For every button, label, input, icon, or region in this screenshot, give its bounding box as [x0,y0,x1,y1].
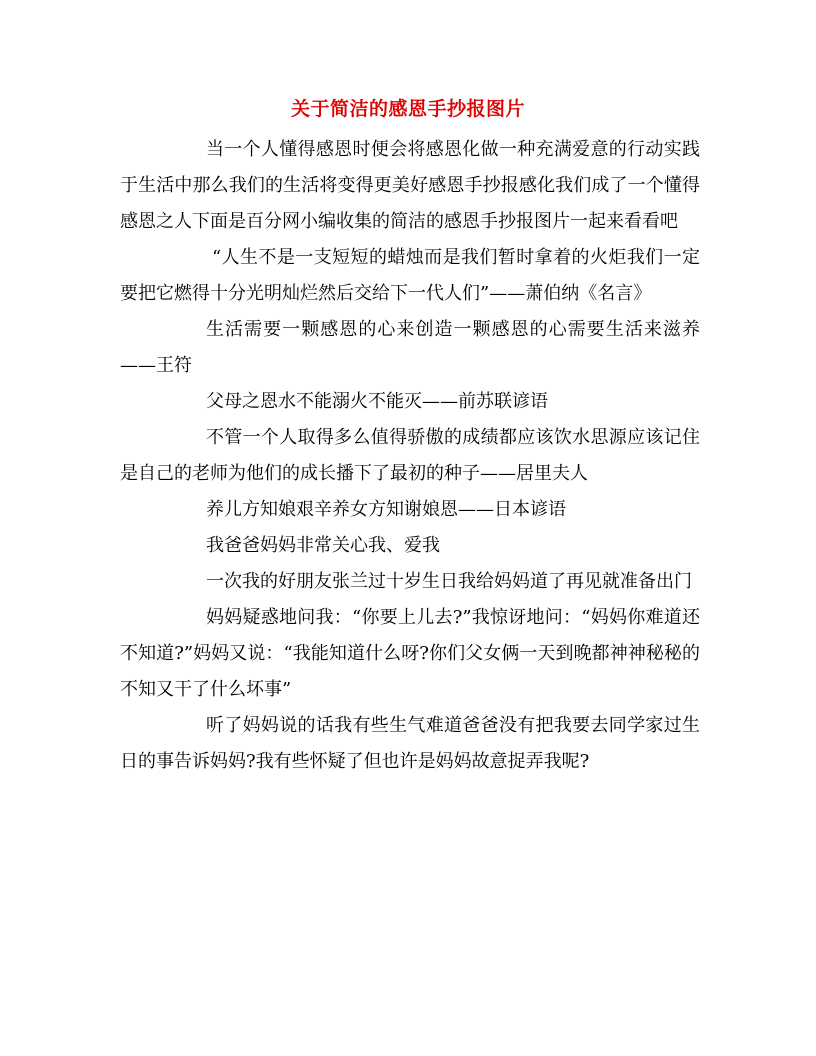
paragraph-quote-curie: 不管一个人取得多么值得骄傲的成绩都应该饮水思源应该记住是自己的老师为他们的成长播下了最初的种子——居里夫人 [120,427,700,484]
document-body [120,132,700,780]
paragraph-quote-xiao-bona: “人生不是一支短短的蜡烛而是我们暂时拿着的火炬我们一定要把它燃得十分光明灿烂然后交给下一代人们”——萧伯纳《名言》 [120,247,700,304]
paragraph-story-3: 妈妈疑惑地问我：“你要上儿去?”我惊讶地问：“妈妈你难道还不知道?”妈妈又说：“我能知道什么呀?你们父女俩一天到晚都神神秘秘的不知又干了什么坏事” [120,607,700,700]
paragraph-quote-soviet-proverb: 父母之恩水不能溺火不能灭——前苏联谚语 [206,391,548,412]
paragraph-quote-japanese-proverb: 养儿方知娘艰辛养女方知谢娘恩——日本谚语 [206,499,566,520]
paragraph-story-2: 一次我的好朋友张兰过十岁生日我给妈妈道了再见就准备出门 [206,571,692,592]
paragraph-intro: 当一个人懂得感恩时便会将感恩化做一种充满爱意的行动实践于生活中那么我们的生活将变得更美好感恩手抄报感化我们成了一个懂得感恩之人下面是百分网小编收集的简洁的感恩手抄报图片一起来看看吧 [120,139,700,232]
paragraph-story-4: 听了妈妈说的话我有些生气难道爸爸没有把我要去同学家过生日的事告诉妈妈?我有些怀疑了但也许是妈妈故意捉弄我呢? [120,715,700,772]
page-title: 关于简洁的感恩手抄报图片 [290,98,525,120]
paragraph-quote-wang-fu: 生活需要一颗感恩的心来创造一颗感恩的心需要生活来滋养——王符 [120,319,700,376]
paragraph-story-1: 我爸爸妈妈非常关心我、爱我 [206,535,440,556]
